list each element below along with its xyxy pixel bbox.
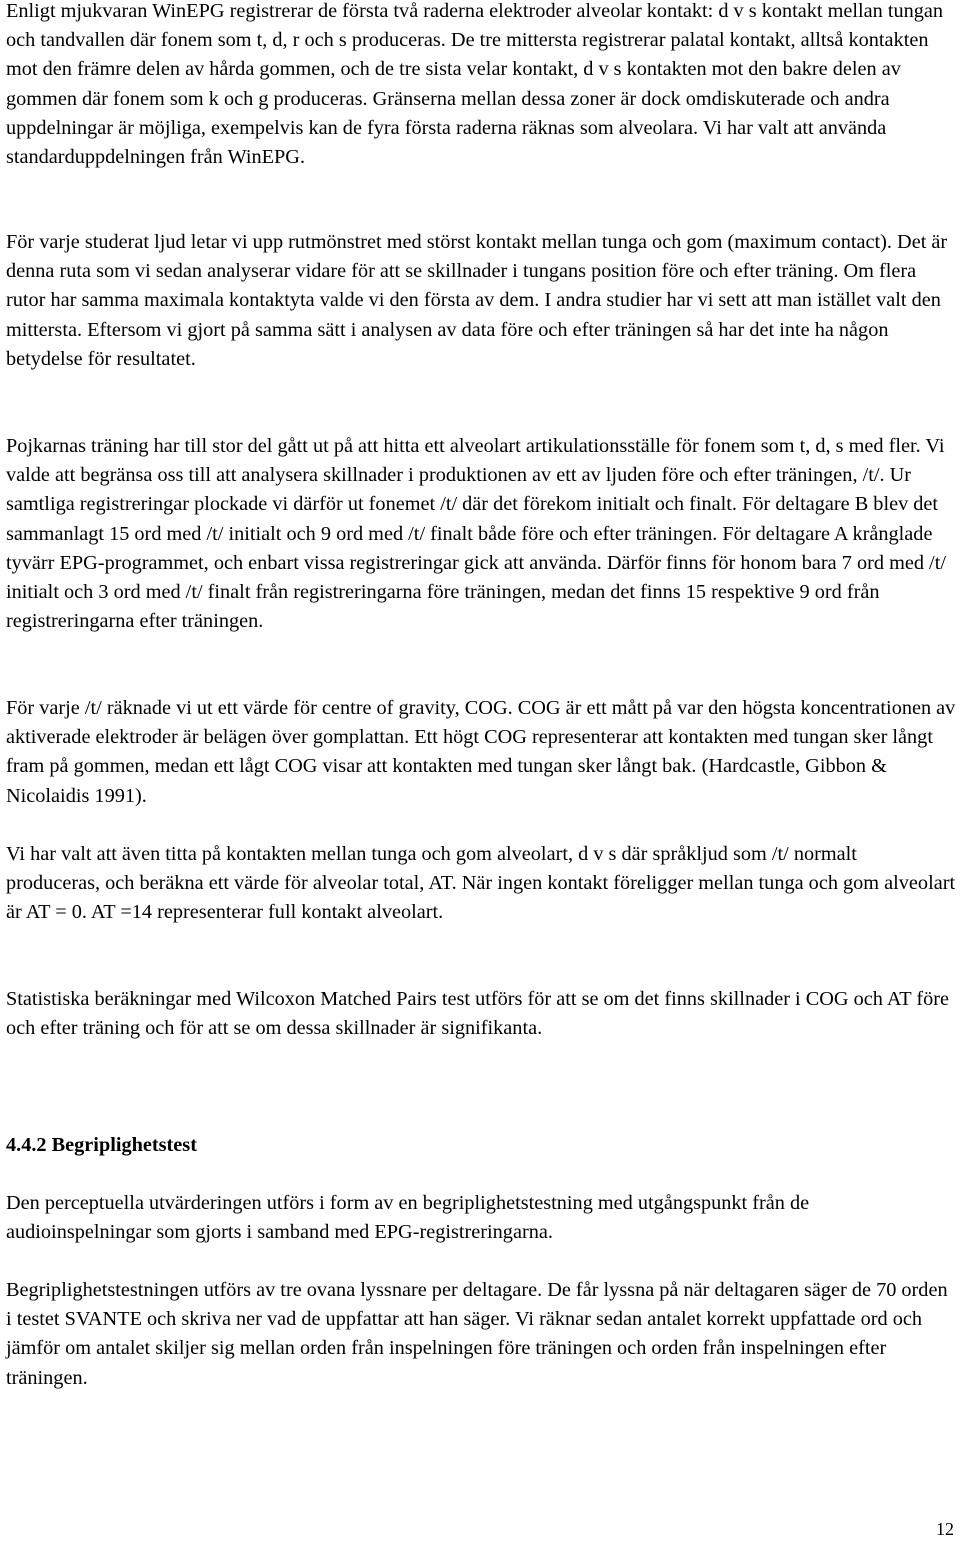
paragraph-intelligibility-test: Begriplighetstestningen utförs av tre ovana lyssnare per deltagare. De får lyssna på när deltagaren säger de 70 orden i testet SVANTE och skriva ner vad de uppfattar att han säger. Vi räknar sedan antalet korrekt uppfattade ord och jämför om antalet skiljer sig mellan orden från inspelningen före träningen och orden från inspelningen efter träningen. [6,1279,948,1389]
paragraph-wilcoxon: Statistiska beräkningar med Wilcoxon Matched Pairs test utförs för att se om det finns skillnader i COG och AT före och efter träning och för att se om dessa skillnader är signifikanta. [6,988,950,1040]
paragraph-maximum-contact: För varje studerat ljud letar vi upp rutmönstret med störst kontakt mellan tunga och gom (maximum contact). Det är denna ruta som vi sedan analyserar vidare för att se skillnader i tungans position före och efter träning. Om flera rutor har samma maximala kontaktyta valde vi den första av dem. I andra studier har vi sett att man istället valt den mittersta. Eftersom vi gjort på samma sätt i analysen av data före och efter träningen så har det inte ha någon betydelse för resultatet. [6,231,948,370]
paragraph-training-t: Pojkarnas träning har till stor del gått ut på att hitta ett alveolart artikulationsställe för fonem som t, d, s med fler. Vi valde att begränsa oss till att analysera skillnader i produktionen av ett av ljuden före och efter träningen, /t/. Ur samtliga registreringar plockade vi därför ut fonemet /t/ där det förekom initialt och finalt. För deltagare B blev det sammanlagt 15 ord med /t/ initialt och 9 ord med /t/ finalt både före och efter träningen. För deltagare A krånglade tyvärr EPG-programmet, och enbart vissa registreringar gick att använda. Därför finns för honom bara 7 ord med /t/ initialt och 3 ord med /t/ finalt från registreringarna före träningen, medan det finns 15 respektive 9 ord från registreringarna efter träningen. [6,435,946,633]
section-heading: 4.4.2 Begriplighetstest [6,1134,197,1156]
paragraph-alveolar-total: Vi har valt att även titta på kontakten mellan tunga och gom alveolart, d v s där språkljud som /t/ normalt produceras, och beräkna ett värde för alveolar total, AT. När ingen kontakt föreligger mellan tunga och gom alveolart är AT = 0. AT =14 representerar full kontakt alveolart. [6,843,956,924]
paragraph-centre-of-gravity: För varje /t/ räknade vi ut ett värde för centre of gravity, COG. COG är ett mått på var den högsta koncentrationen av aktiverade elektroder är belägen över gomplattan. Ett högt COG representerar att kontakten med tungan sker långt fram på gommen, medan ett lågt COG visar att kontakten med tungan sker långt bak. (Hardcastle, Gibbon & Nicolaidis 1991). [6,697,956,807]
paragraph-winepg-rows: Enligt mjukvaran WinEPG registrerar de första två raderna elektroder alveolar kontakt: d v s kontakt mellan tungan och tandvallen där fonem som t, d, r och s produceras. De tre mittersta registrerar palatal kontakt, alltså kontakten mot den främre delen av hårda gommen, och de tre sista velar kontakt, d v s kontakten mot den bakre delen av gommen där fonem som k och g produceras. Gränserna mellan dessa zoner är dock omdiskuterade och andra uppdelningar är möjliga, exempelvis kan de fyra första raderna räknas som alveolara. Vi har valt att använda standarduppdelningen från WinEPG. [6,0,944,169]
paragraph-perceptual-evaluation: Den perceptuella utvärderingen utförs i form av en begriplighetstestning med utgångspunkt från de audioinspelningar som gjorts i samband med EPG-registreringarna. [6,1192,810,1244]
page-number: 12 [936,1519,954,1539]
